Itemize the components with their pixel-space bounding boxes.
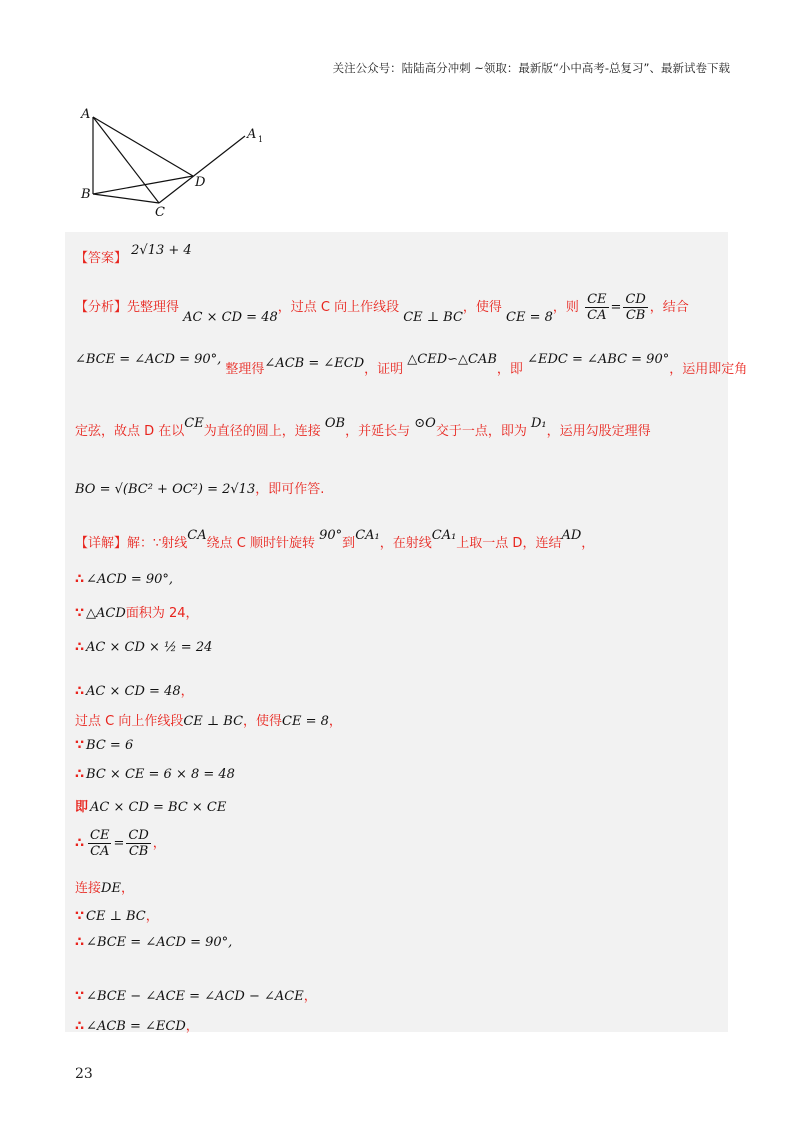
analysis-tag: 【分析】 [75, 300, 128, 315]
analysis-line-2: ∠BCE = ∠ACD = 90°, 整理得∠ACB = ∠ECD，证明 △CED∽△CAB，即 ∠EDC = ∠ABC = 90°，运用即定角 [75, 352, 748, 377]
step-line: ∵ △ACD面积为 24， [75, 606, 199, 621]
page-header: 关注公众号：陆陆高分冲刺 ~领取：最新版“小中高考-总复习”、最新试卷下载 [332, 61, 730, 75]
step-line: ∵ ∠BCE − ∠ACE = ∠ACD − ∠ACE， [75, 989, 317, 1004]
segment-bc [93, 194, 159, 203]
label-a: A [81, 107, 91, 122]
analysis-line-1: 【分析】先整理得 AC × CD = 48，过点 C 向上作线段 CE ⊥ BC，使得 CE = 8，则 $\frac{CE}{CA}$ = $\frac{CD}{CB}$ ，结合 [75, 292, 689, 325]
analysis-line-4: BO = √(BC² + OC²) = 2√13，即可作答. [75, 482, 325, 497]
answer-line [75, 243, 192, 266]
step-line: ∵ CE ⊥ BC， [75, 909, 159, 924]
segment-ac [93, 117, 159, 203]
step-line: ∴ ∠ACD = 90°, [75, 572, 174, 587]
answer-math: 2√13 + 4 [131, 243, 192, 258]
detail-line-1: 【详解】解：∵射线CA绕点 C 顺时针旋转 90°到CA₁，在射线CA₁上取一点 D，连结AD， [75, 528, 595, 551]
label-d: D [195, 175, 206, 190]
answer-tag: 【答案】 [75, 251, 128, 266]
page-number: 23 [75, 1066, 93, 1082]
analysis-line-3: 定弦，故点 D 在以CE为直径的圆上，连接 OB，并延长与 ⊙O交于一点，即为 D₁，运用勾股定理得 [75, 416, 651, 439]
label-c: C [155, 205, 165, 220]
fraction: $\frac{CD}{CB}$ [625, 292, 646, 323]
step-line: ∴ AC × CD = 48， [75, 684, 194, 699]
step-line: ∴ ∠BCE = ∠ACD = 90°, [75, 935, 233, 950]
segment-ad [93, 117, 193, 176]
step-line: 过点 C 向上作线段CE ⊥ BC，使得CE = 8， [75, 714, 342, 729]
detail-tag: 【详解】 [75, 536, 128, 551]
fraction: $\frac{CE}{CA}$ [587, 292, 607, 323]
ray-ca1 [159, 136, 245, 203]
step-line: 连接DE， [75, 881, 134, 896]
step-line: ∵ BC = 6 [75, 738, 134, 753]
step-line: ∴ ∠ACB = ∠ECD， [75, 1019, 199, 1034]
label-a1: A [247, 127, 257, 142]
label-b: B [81, 187, 91, 202]
geometry-figure [75, 100, 275, 220]
label-a1-sub: 1 [258, 135, 264, 144]
segment-bd [93, 176, 193, 194]
step-line: ∴ $\frac{CE}{CA}$ = $\frac{CD}{CB}$ ， [75, 828, 166, 859]
step-line: ∴ AC × CD × ½ = 24 [75, 640, 213, 655]
step-line: 即 AC × CD = BC × CE [75, 800, 227, 815]
step-line: ∴ BC × CE = 6 × 8 = 48 [75, 767, 235, 782]
